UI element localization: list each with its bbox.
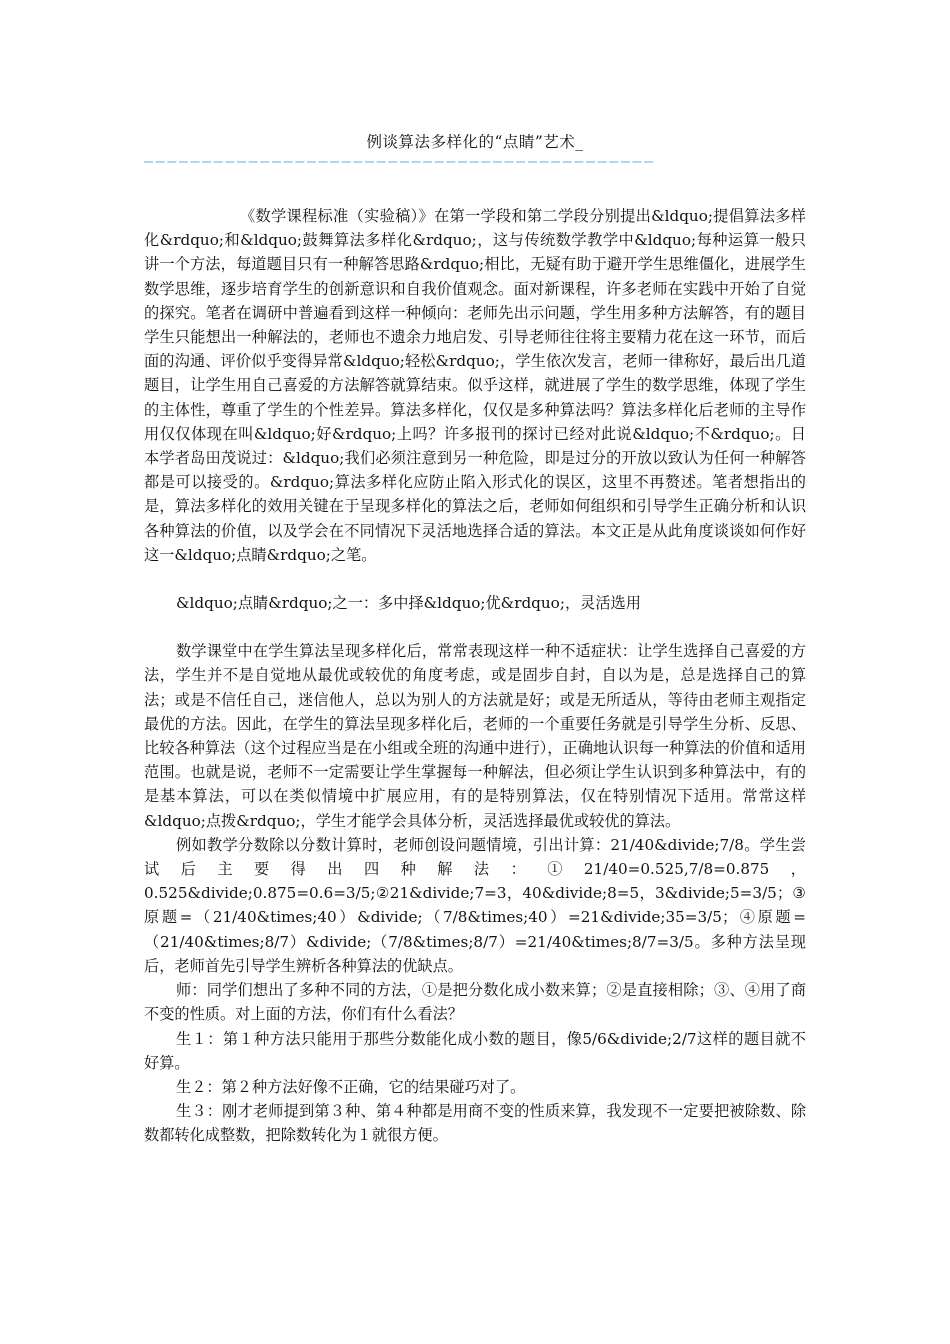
dialogue-teacher: 师：同学们想出了多种不同的方法，①是把分数化成小数来算；②是直接相除；③、④用了商不变的性质。对上面的方法，你们有什么看法？ — [144, 981, 806, 1024]
body-paragraph: 数学课堂中在学生算法呈现多样化后，常常表现这样一种不适症状：让学生选择自己喜爱的方法，学生并不是自觉地从最优或较优的角度考虑，或是固步自封，自以为是，总是选择自己的算法；或是不信任自己，迷信他人，总以为别人的方法就是好；或是无所适从，等待由老师主观指定最优的方法。因此，在学生的算法呈现多样化后，老师的一个重要任务就是引导学生分析、反思、比较各种算法（这个过程应当是在小组或全班的沟通中进行），正确地认识每一种算法的价值和适用范围。也就是说，老师不一定需要让学生掌握每一种解法，但必须让学生认识到多种算法中，有的是基本算法，可以在类似情境中扩展应用，有的是特别算法，仅在特别情况下适用。常常这样&ldquo;点拨&rdquo;，学生才能学会具体分析，灵活选择最优或较优的算法。 — [144, 642, 806, 830]
section-heading: &ldquo;点睛&rdquo;之一：多中择&ldquo;优&rdquo;，灵活选用 — [176, 594, 641, 613]
example-paragraph: 例如教学分数除以分数计算时，老师创设问题情境，引出计算：21/40&divide;7/8。学生尝试后主要得出四种解法：①21/40=0.525,7/8=0.875，0.525&divide;0.875=0.6=3/5;②21&divide;7=3，40&divide;8=5，3&divide;5=3/5；③原题=（21/40&times;40）&divide;（7/8&times;40）=21&divide;35=3/5；④原题=（21/40&times;8/7）&divide;（7/8&times;8/7）=21/40&times;8/7=3/5。多种方法呈现后，老师首先引导学生辨析各种算法的优缺点。 — [144, 835, 806, 975]
title-divider: ———————————————————————————————————————————— — [144, 152, 656, 170]
dialogue-student-3: 生３：刚才老师提到第３种、第４种都是用商不变的性质来算，我发现不一定要把被除数、除数都转化成整数，把除数转化为１就很方便。 — [144, 1102, 806, 1145]
dialogue-student-2: 生２：第２种方法好像不正确，它的结果碰巧对了。 — [176, 1077, 526, 1096]
document-body — [144, 204, 806, 1148]
document-title: 例谈算法多样化的“点睛”艺术_ — [366, 133, 584, 151]
intro-paragraph: 《数学课程标准（实验稿）》在第一学段和第二学段分别提出&ldquo;提倡算法多样化&rdquo;和&ldquo;鼓舞算法多样化&rdquo;，这与传统数学教学中&ldquo;每种运算一般只讲一个方法，每道题目只有一种解答思路&rdquo;相比，无疑有助于避开学生思维僵化，进展学生数学思维，逐步培育学生的创新意识和自我价值观念。面对新课程，许多老师在实践中开始了自觉的探究。笔者在调研中普遍看到这样一种倾向：老师先出示问题，学生用多种方法解答，有的题目学生只能想出一种解法的，老师也不遗余力地启发、引导老师往往将主要精力花在这一环节，而后面的沟通、评价似乎变得异常&ldquo;轻松&rdquo;，学生依次发言，老师一律称好，最后出几道题目，让学生用自己喜爱的方法解答就算结束。似乎这样，就进展了学生的数学思维，体现了学生的主体性，尊重了学生的个性差异。算法多样化，仅仅是多种算法吗？算法多样化后老师的主导作用仅仅体现在叫&ldquo;好&rdquo;上吗？许多报刊的探讨已经对此说&ldquo;不&rdquo;。日本学者岛田茂说过：&ldquo;我们必须注意到另一种危险，即是过分的开放以致认为任何一种解答都是可以接受的。&rdquo;算法多样化应防止陷入形式化的误区，这里不再赘述。笔者想指出的是，算法多样化的效用关键在于呈现多样化的算法之后，老师如何组织和引导学生正确分析和认识各种算法的价值，以及学会在不同情况下灵活地选择合适的算法。本文正是从此角度谈谈如何作好这一&ldquo;点睛&rdquo;之笔。 — [144, 207, 806, 564]
dialogue-student-1: 生１：第１种方法只能用于那些分数能化成小数的题目，像5/6&divide;2/7这样的题目就不好算。 — [144, 1029, 806, 1072]
